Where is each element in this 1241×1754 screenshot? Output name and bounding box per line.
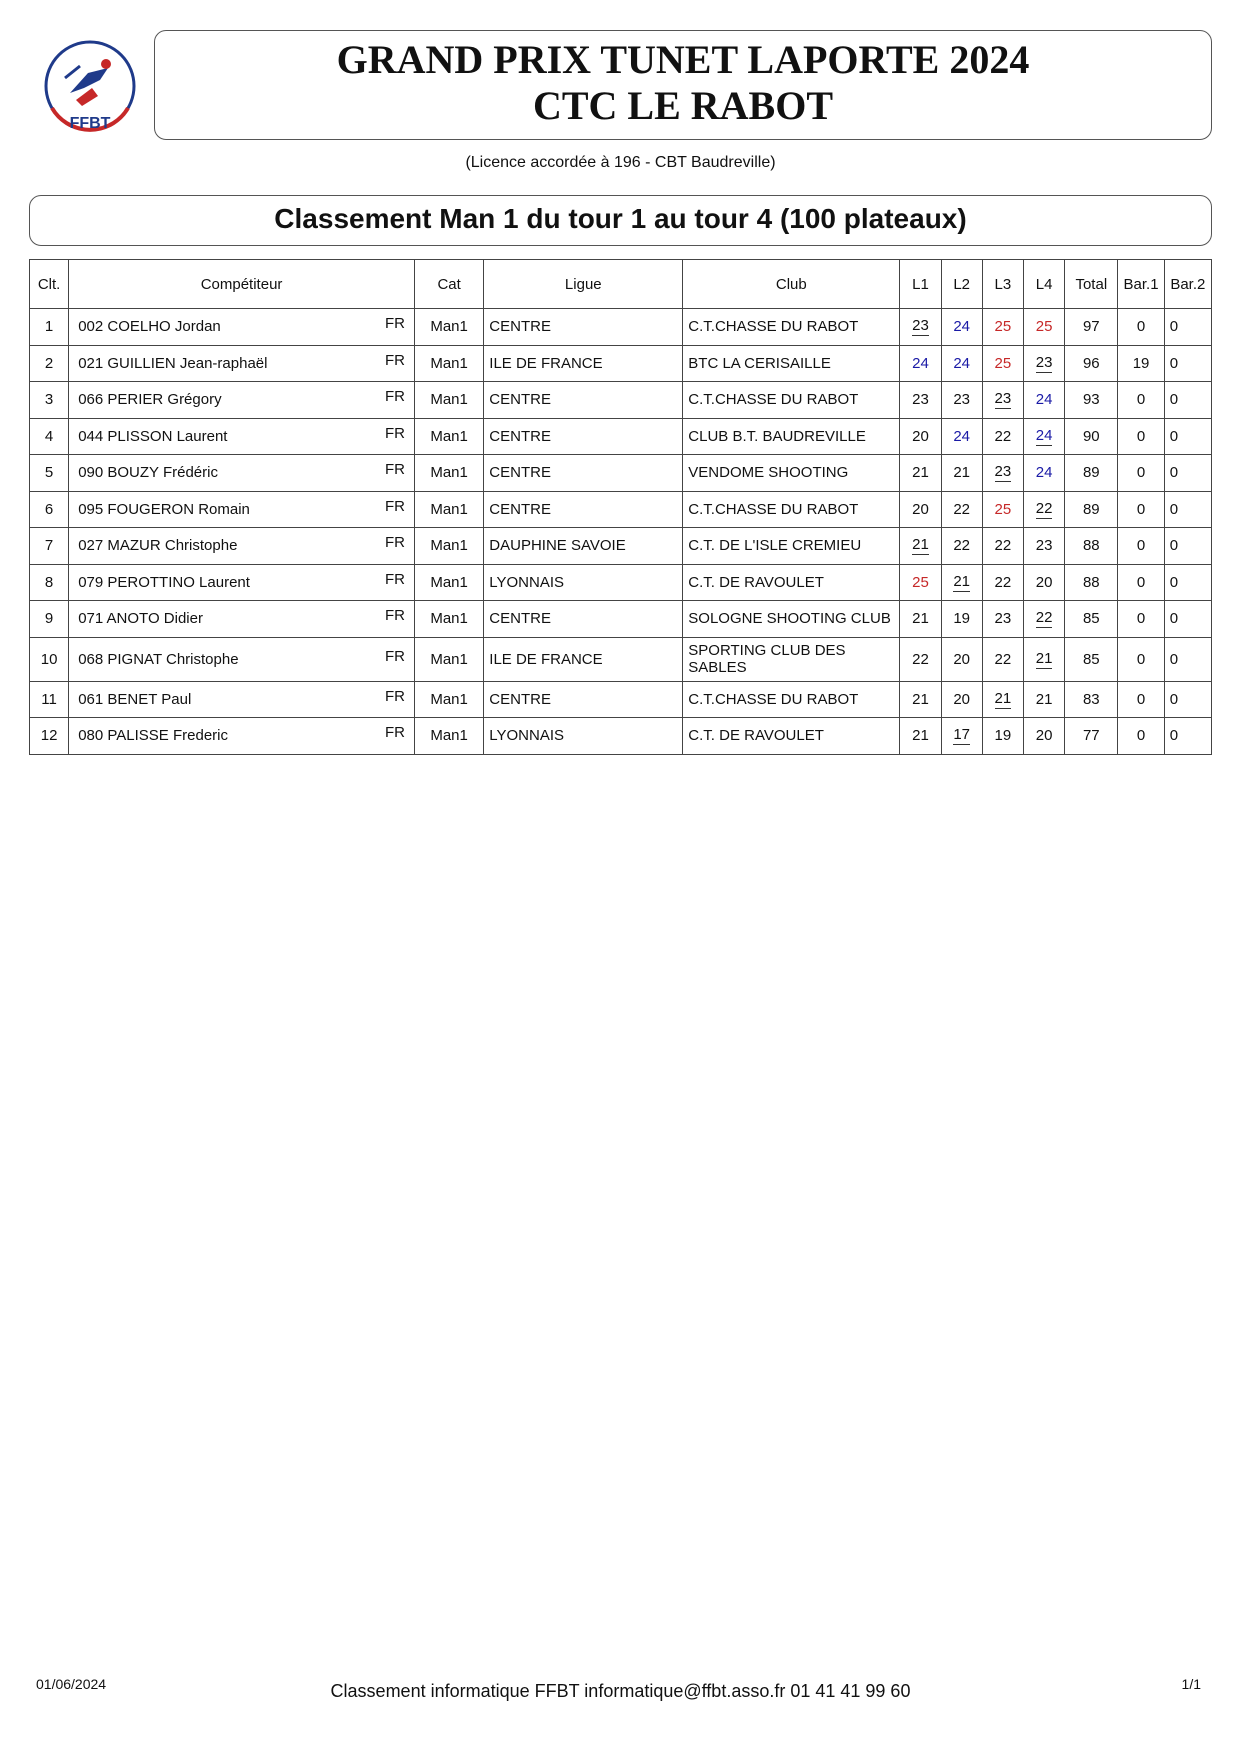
competitor-cell <box>69 564 415 601</box>
rank-cell: 8 <box>30 564 69 601</box>
score-value: 23 <box>912 317 929 335</box>
score-cell-l4 <box>1023 418 1064 455</box>
barrage2-cell: 0 <box>1164 491 1211 528</box>
nationality: FR <box>384 724 405 742</box>
competitor-name: 021 GUILLIEN Jean-raphaël <box>78 354 268 372</box>
score-value: 23 <box>994 610 1012 628</box>
score-cell-l2 <box>941 345 982 382</box>
competitor-name: 080 PALISSE Frederic <box>78 727 228 745</box>
score-cell-l3 <box>982 309 1023 346</box>
score-cell-l4 <box>1023 382 1064 419</box>
score-cell-l2 <box>941 491 982 528</box>
score-value: 21 <box>912 610 929 628</box>
score-value: 22 <box>1035 609 1053 627</box>
score-cell-l3 <box>982 564 1023 601</box>
score-cell-l2 <box>941 309 982 346</box>
nationality: FR <box>384 424 405 442</box>
nationality: FR <box>384 607 405 625</box>
score-value: 22 <box>953 500 971 518</box>
score-value: 24 <box>953 427 971 445</box>
competitor-cell <box>69 601 415 638</box>
score-cell-l1 <box>900 455 941 492</box>
col-header: Clt. <box>30 260 69 309</box>
competitor-name: 095 FOUGERON Romain <box>78 500 250 518</box>
score-value: 22 <box>994 537 1012 555</box>
score-value: 21 <box>912 464 929 482</box>
rank-cell: 10 <box>30 637 69 681</box>
ligue-cell: CENTRE <box>484 601 683 638</box>
club-cell: BTC LA CERISAILLE <box>683 345 900 382</box>
col-header: L2 <box>941 260 982 309</box>
total-cell: 97 <box>1065 309 1118 346</box>
score-cell-l1 <box>900 491 941 528</box>
score-cell-l4 <box>1023 345 1064 382</box>
score-value: 23 <box>1035 537 1053 555</box>
barrage1-cell: 0 <box>1118 418 1164 455</box>
club-cell: C.T. DE RAVOULET <box>683 564 900 601</box>
score-value: 23 <box>994 463 1012 481</box>
barrage2-cell: 0 <box>1164 637 1211 681</box>
category-cell: Man1 <box>414 528 483 565</box>
score-cell-l1 <box>900 382 941 419</box>
club-cell: C.T. DE RAVOULET <box>683 718 900 755</box>
score-value: 19 <box>994 727 1012 745</box>
score-value: 17 <box>953 726 971 744</box>
score-value: 25 <box>994 318 1012 336</box>
score-value: 22 <box>994 573 1012 591</box>
score-value: 20 <box>1035 727 1053 745</box>
nationality: FR <box>384 570 405 588</box>
score-value: 25 <box>994 354 1012 372</box>
score-value: 22 <box>953 537 971 555</box>
barrage1-cell: 19 <box>1118 345 1164 382</box>
col-header: Club <box>683 260 900 309</box>
score-cell-l2 <box>941 528 982 565</box>
col-header: Total <box>1065 260 1118 309</box>
ligue-cell: CENTRE <box>484 309 683 346</box>
competitor-name: 061 BENET Paul <box>78 690 192 708</box>
ligue-cell: CENTRE <box>484 455 683 492</box>
ligue-cell: CENTRE <box>484 382 683 419</box>
club-cell: C.T.CHASSE DU RABOT <box>683 382 900 419</box>
competitor-name: 071 ANOTO Didier <box>78 610 203 628</box>
footer-date: 01/06/2024 <box>36 1676 107 1692</box>
club-cell: VENDOME SHOOTING <box>683 455 900 492</box>
category-cell: Man1 <box>414 418 483 455</box>
total-cell: 89 <box>1065 491 1118 528</box>
total-cell: 89 <box>1065 455 1118 492</box>
table-row <box>30 528 1212 565</box>
score-value: 21 <box>953 572 971 590</box>
barrage2-cell: 0 <box>1164 601 1211 638</box>
competitor-cell <box>69 528 415 565</box>
score-value: 21 <box>912 690 929 708</box>
category-cell: Man1 <box>414 564 483 601</box>
category-cell: Man1 <box>414 309 483 346</box>
col-header: L4 <box>1023 260 1064 309</box>
score-cell-l2 <box>941 418 982 455</box>
category-cell: Man1 <box>414 681 483 718</box>
score-cell-l2 <box>941 382 982 419</box>
score-cell-l3 <box>982 418 1023 455</box>
score-cell-l2 <box>941 681 982 718</box>
category-cell: Man1 <box>414 345 483 382</box>
competitor-name: 090 BOUZY Frédéric <box>78 464 218 482</box>
score-cell-l4 <box>1023 718 1064 755</box>
rank-cell: 4 <box>30 418 69 455</box>
score-value: 23 <box>912 391 929 409</box>
table-row <box>30 718 1212 755</box>
svg-text:FFBT: FFBT <box>69 115 111 132</box>
ligue-cell: CENTRE <box>484 681 683 718</box>
score-cell-l4 <box>1023 491 1064 528</box>
barrage2-cell: 0 <box>1164 455 1211 492</box>
score-value: 25 <box>994 500 1012 518</box>
nationality: FR <box>384 687 405 705</box>
table-row <box>30 382 1212 419</box>
score-value: 21 <box>994 689 1012 707</box>
score-value: 21 <box>912 727 929 745</box>
score-value: 20 <box>912 500 929 518</box>
score-cell-l3 <box>982 528 1023 565</box>
table-row <box>30 418 1212 455</box>
score-value: 24 <box>1035 426 1053 444</box>
table-row <box>30 345 1212 382</box>
score-value: 25 <box>912 573 929 591</box>
table-row <box>30 681 1212 718</box>
score-cell-l1 <box>900 718 941 755</box>
barrage1-cell: 0 <box>1118 455 1164 492</box>
score-value: 21 <box>1035 690 1053 708</box>
competitor-name: 066 PERIER Grégory <box>78 391 222 409</box>
score-value: 22 <box>994 650 1012 668</box>
score-cell-l3 <box>982 681 1023 718</box>
score-value: 24 <box>953 354 971 372</box>
table-row <box>30 491 1212 528</box>
competitor-cell <box>69 637 415 681</box>
score-cell-l4 <box>1023 681 1064 718</box>
score-value: 19 <box>953 610 971 628</box>
score-cell-l4 <box>1023 528 1064 565</box>
score-cell-l1 <box>900 309 941 346</box>
col-header: Compétiteur <box>69 260 415 309</box>
barrage1-cell: 0 <box>1118 601 1164 638</box>
rank-cell: 5 <box>30 455 69 492</box>
competitor-cell <box>69 309 415 346</box>
nationality: FR <box>384 647 405 665</box>
rank-cell: 3 <box>30 382 69 419</box>
score-value: 24 <box>912 354 929 372</box>
results-table <box>29 259 1212 755</box>
category-cell: Man1 <box>414 382 483 419</box>
competitor-cell <box>69 718 415 755</box>
col-header: Cat <box>414 260 483 309</box>
club-cell: C.T.CHASSE DU RABOT <box>683 309 900 346</box>
score-value: 22 <box>994 427 1012 445</box>
event-venue: CTC LE RABOT <box>532 83 834 128</box>
barrage2-cell: 0 <box>1164 418 1211 455</box>
title-box <box>154 30 1212 140</box>
col-header: Ligue <box>484 260 683 309</box>
score-value: 24 <box>1035 391 1053 409</box>
nationality: FR <box>384 351 405 369</box>
nationality: FR <box>384 315 405 333</box>
classement-title: Classement Man 1 du tour 1 au tour 4 (100 plateaux) <box>29 195 1212 246</box>
ligue-cell: LYONNAIS <box>484 718 683 755</box>
total-cell: 77 <box>1065 718 1118 755</box>
score-cell-l4 <box>1023 309 1064 346</box>
score-cell-l4 <box>1023 455 1064 492</box>
competitor-name: 044 PLISSON Laurent <box>78 427 228 445</box>
nationality: FR <box>384 497 405 515</box>
nationality: FR <box>384 388 405 406</box>
col-header: L3 <box>982 260 1023 309</box>
table-header-row <box>30 260 1212 309</box>
nationality: FR <box>384 534 405 552</box>
score-cell-l4 <box>1023 564 1064 601</box>
competitor-cell <box>69 345 415 382</box>
barrage2-cell: 0 <box>1164 382 1211 419</box>
total-cell: 85 <box>1065 601 1118 638</box>
score-value: 20 <box>953 690 971 708</box>
club-cell: C.T.CHASSE DU RABOT <box>683 491 900 528</box>
barrage1-cell: 0 <box>1118 564 1164 601</box>
score-cell-l4 <box>1023 601 1064 638</box>
licence-text: (Licence accordée à 196 - CBT Baudreville) <box>465 154 776 171</box>
score-cell-l3 <box>982 637 1023 681</box>
score-value: 24 <box>953 318 971 336</box>
club-cell: SPORTING CLUB DES SABLES <box>683 637 900 681</box>
score-value: 20 <box>1035 573 1053 591</box>
score-cell-l2 <box>941 601 982 638</box>
score-cell-l1 <box>900 637 941 681</box>
score-value: 23 <box>1035 353 1053 371</box>
rank-cell: 1 <box>30 309 69 346</box>
competitor-cell <box>69 455 415 492</box>
barrage1-cell: 0 <box>1118 681 1164 718</box>
barrage2-cell: 0 <box>1164 681 1211 718</box>
competitor-cell <box>69 382 415 419</box>
score-value: 20 <box>953 650 971 668</box>
barrage2-cell: 0 <box>1164 528 1211 565</box>
col-header: L1 <box>900 260 941 309</box>
barrage1-cell: 0 <box>1118 309 1164 346</box>
category-cell: Man1 <box>414 718 483 755</box>
score-cell-l4 <box>1023 637 1064 681</box>
score-cell-l3 <box>982 382 1023 419</box>
score-cell-l2 <box>941 455 982 492</box>
footer-contact: Classement informatique FFBT informatique@ffbt.asso.fr 01 41 41 99 60 <box>330 1681 911 1701</box>
table-row <box>30 309 1212 346</box>
score-cell-l3 <box>982 491 1023 528</box>
table-row <box>30 564 1212 601</box>
rank-cell: 2 <box>30 345 69 382</box>
total-cell: 93 <box>1065 382 1118 419</box>
score-value: 20 <box>912 427 929 445</box>
score-value: 24 <box>1035 464 1053 482</box>
competitor-name: 068 PIGNAT Christophe <box>78 650 239 668</box>
club-cell: C.T. DE L'ISLE CREMIEU <box>683 528 900 565</box>
score-cell-l2 <box>941 718 982 755</box>
ligue-cell: DAUPHINE SAVOIE <box>484 528 683 565</box>
total-cell: 85 <box>1065 637 1118 681</box>
score-value: 21 <box>953 464 971 482</box>
score-cell-l3 <box>982 455 1023 492</box>
competitor-cell <box>69 491 415 528</box>
ligue-cell: ILE DE FRANCE <box>484 345 683 382</box>
score-value: 22 <box>912 650 929 668</box>
score-cell-l1 <box>900 528 941 565</box>
total-cell: 90 <box>1065 418 1118 455</box>
category-cell: Man1 <box>414 455 483 492</box>
competitor-cell <box>69 681 415 718</box>
score-value: 23 <box>994 390 1012 408</box>
score-cell-l1 <box>900 681 941 718</box>
footer-page-number: 1/1 <box>1181 1676 1201 1692</box>
total-cell: 88 <box>1065 528 1118 565</box>
score-cell-l1 <box>900 564 941 601</box>
barrage1-cell: 0 <box>1118 718 1164 755</box>
rank-cell: 9 <box>30 601 69 638</box>
barrage1-cell: 0 <box>1118 382 1164 419</box>
competitor-name: 079 PEROTTINO Laurent <box>78 573 250 591</box>
ffbt-logo <box>40 38 144 138</box>
event-title: GRAND PRIX TUNET LAPORTE 2024 <box>336 37 1030 82</box>
score-cell-l3 <box>982 345 1023 382</box>
category-cell: Man1 <box>414 601 483 638</box>
rank-cell: 12 <box>30 718 69 755</box>
score-value: 21 <box>912 536 929 554</box>
score-cell-l1 <box>900 418 941 455</box>
ligue-cell: CENTRE <box>484 418 683 455</box>
total-cell: 88 <box>1065 564 1118 601</box>
score-cell-l2 <box>941 637 982 681</box>
barrage1-cell: 0 <box>1118 491 1164 528</box>
col-header: Bar.1 <box>1118 260 1164 309</box>
rank-cell: 7 <box>30 528 69 565</box>
competitor-name: 002 COELHO Jordan <box>78 318 221 336</box>
nationality: FR <box>384 461 405 479</box>
category-cell: Man1 <box>414 637 483 681</box>
table-row <box>30 455 1212 492</box>
barrage2-cell: 0 <box>1164 564 1211 601</box>
total-cell: 96 <box>1065 345 1118 382</box>
club-cell: C.T.CHASSE DU RABOT <box>683 681 900 718</box>
barrage1-cell: 0 <box>1118 528 1164 565</box>
col-header: Bar.2 <box>1164 260 1211 309</box>
ligue-cell: ILE DE FRANCE <box>484 637 683 681</box>
score-cell-l1 <box>900 345 941 382</box>
score-value: 25 <box>1035 318 1053 336</box>
barrage2-cell: 0 <box>1164 309 1211 346</box>
club-cell: CLUB B.T. BAUDREVILLE <box>683 418 900 455</box>
score-value: 23 <box>953 391 971 409</box>
score-cell-l2 <box>941 564 982 601</box>
category-cell: Man1 <box>414 491 483 528</box>
score-value: 22 <box>1035 499 1053 517</box>
total-cell: 83 <box>1065 681 1118 718</box>
score-cell-l3 <box>982 718 1023 755</box>
barrage1-cell: 0 <box>1118 637 1164 681</box>
score-cell-l1 <box>900 601 941 638</box>
table-row <box>30 637 1212 681</box>
score-cell-l3 <box>982 601 1023 638</box>
competitor-name: 027 MAZUR Christophe <box>78 537 238 555</box>
table-row <box>30 601 1212 638</box>
competitor-cell <box>69 418 415 455</box>
club-cell: SOLOGNE SHOOTING CLUB <box>683 601 900 638</box>
rank-cell: 11 <box>30 681 69 718</box>
ligue-cell: LYONNAIS <box>484 564 683 601</box>
rank-cell: 6 <box>30 491 69 528</box>
score-value: 21 <box>1035 649 1053 667</box>
barrage2-cell: 0 <box>1164 718 1211 755</box>
barrage2-cell: 0 <box>1164 345 1211 382</box>
ligue-cell: CENTRE <box>484 491 683 528</box>
